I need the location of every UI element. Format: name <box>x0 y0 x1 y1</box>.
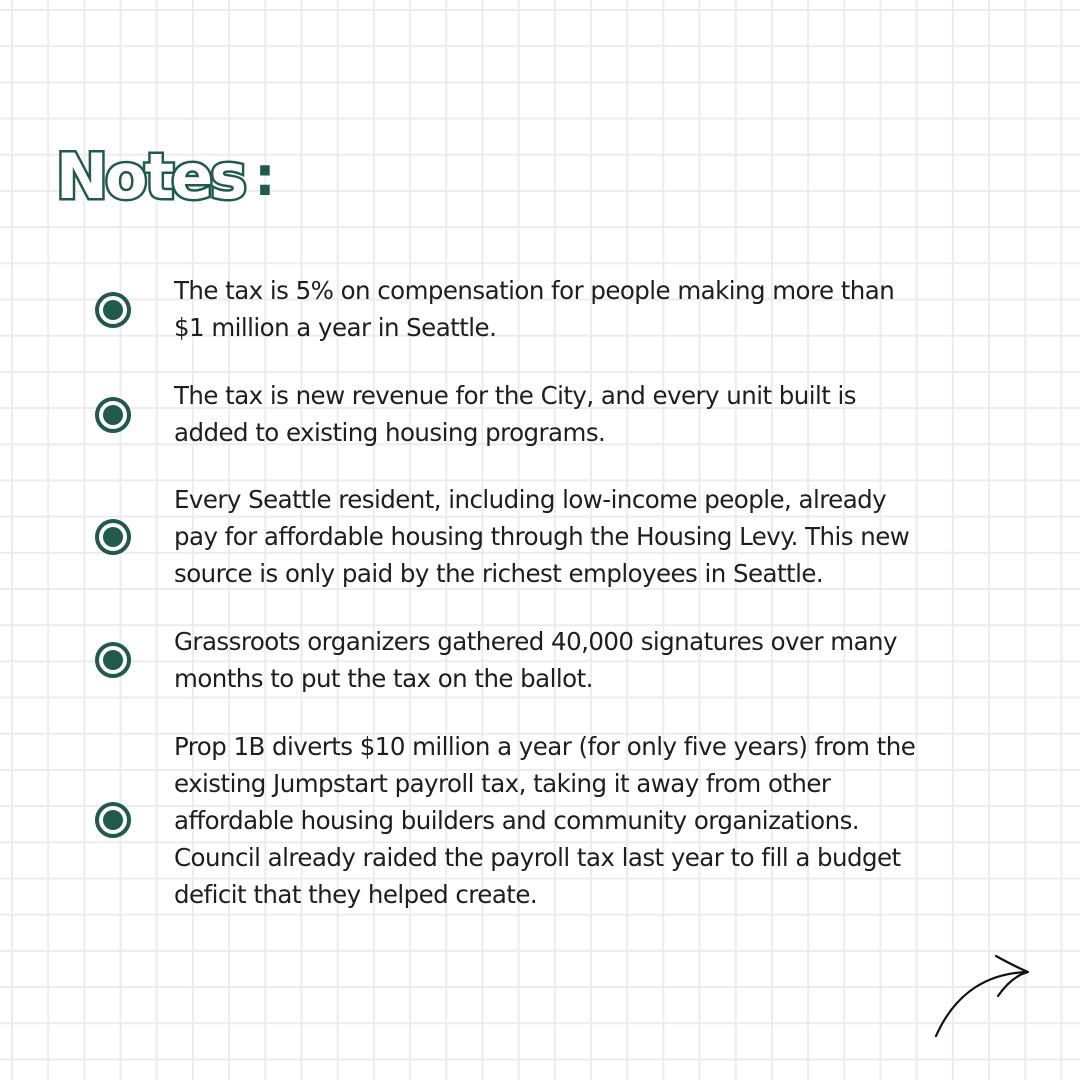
note-line: affordable housing builders and community organizations. <box>174 806 860 835</box>
note-line: $1 million a year in Seattle. <box>174 313 497 342</box>
bullet-circle-icon <box>95 519 131 555</box>
note-text <box>174 377 1014 451</box>
bullet-circle-icon <box>95 397 131 433</box>
note-text <box>174 272 1014 346</box>
note-line: months to put the tax on the ballot. <box>174 664 593 693</box>
note-line: Council already raided the payroll tax last year to fill a budget <box>174 843 901 872</box>
bullet-circle-icon <box>95 802 131 838</box>
bullet-circle-icon <box>95 292 131 328</box>
note-text <box>174 728 1014 913</box>
note-text <box>174 481 1014 592</box>
note-line: added to existing housing programs. <box>174 418 606 447</box>
note-line: Every Seattle resident, including low-income people, already <box>174 485 887 514</box>
note-line: existing Jumpstart payroll tax, taking it away from other <box>174 769 831 798</box>
note-text <box>174 623 1014 697</box>
note-line: Prop 1B diverts $10 million a year (for only five years) from the <box>174 732 916 761</box>
note-line: deficit that they helped create. <box>174 880 538 909</box>
note-line: The tax is new revenue for the City, and every unit built is <box>174 381 857 410</box>
title-colon: : <box>254 145 276 208</box>
bullet-circle-icon <box>95 642 131 678</box>
note-line: pay for affordable housing through the Housing Levy. This new <box>174 522 910 551</box>
curved-arrow-icon[interactable] <box>930 950 1040 1045</box>
note-line: The tax is 5% on compensation for people making more than <box>174 276 895 305</box>
note-line: Grassroots organizers gathered 40,000 signatures over many <box>174 627 897 656</box>
title-text: Notes <box>56 140 245 213</box>
note-line: source is only paid by the richest employees in Seattle. <box>174 559 824 588</box>
